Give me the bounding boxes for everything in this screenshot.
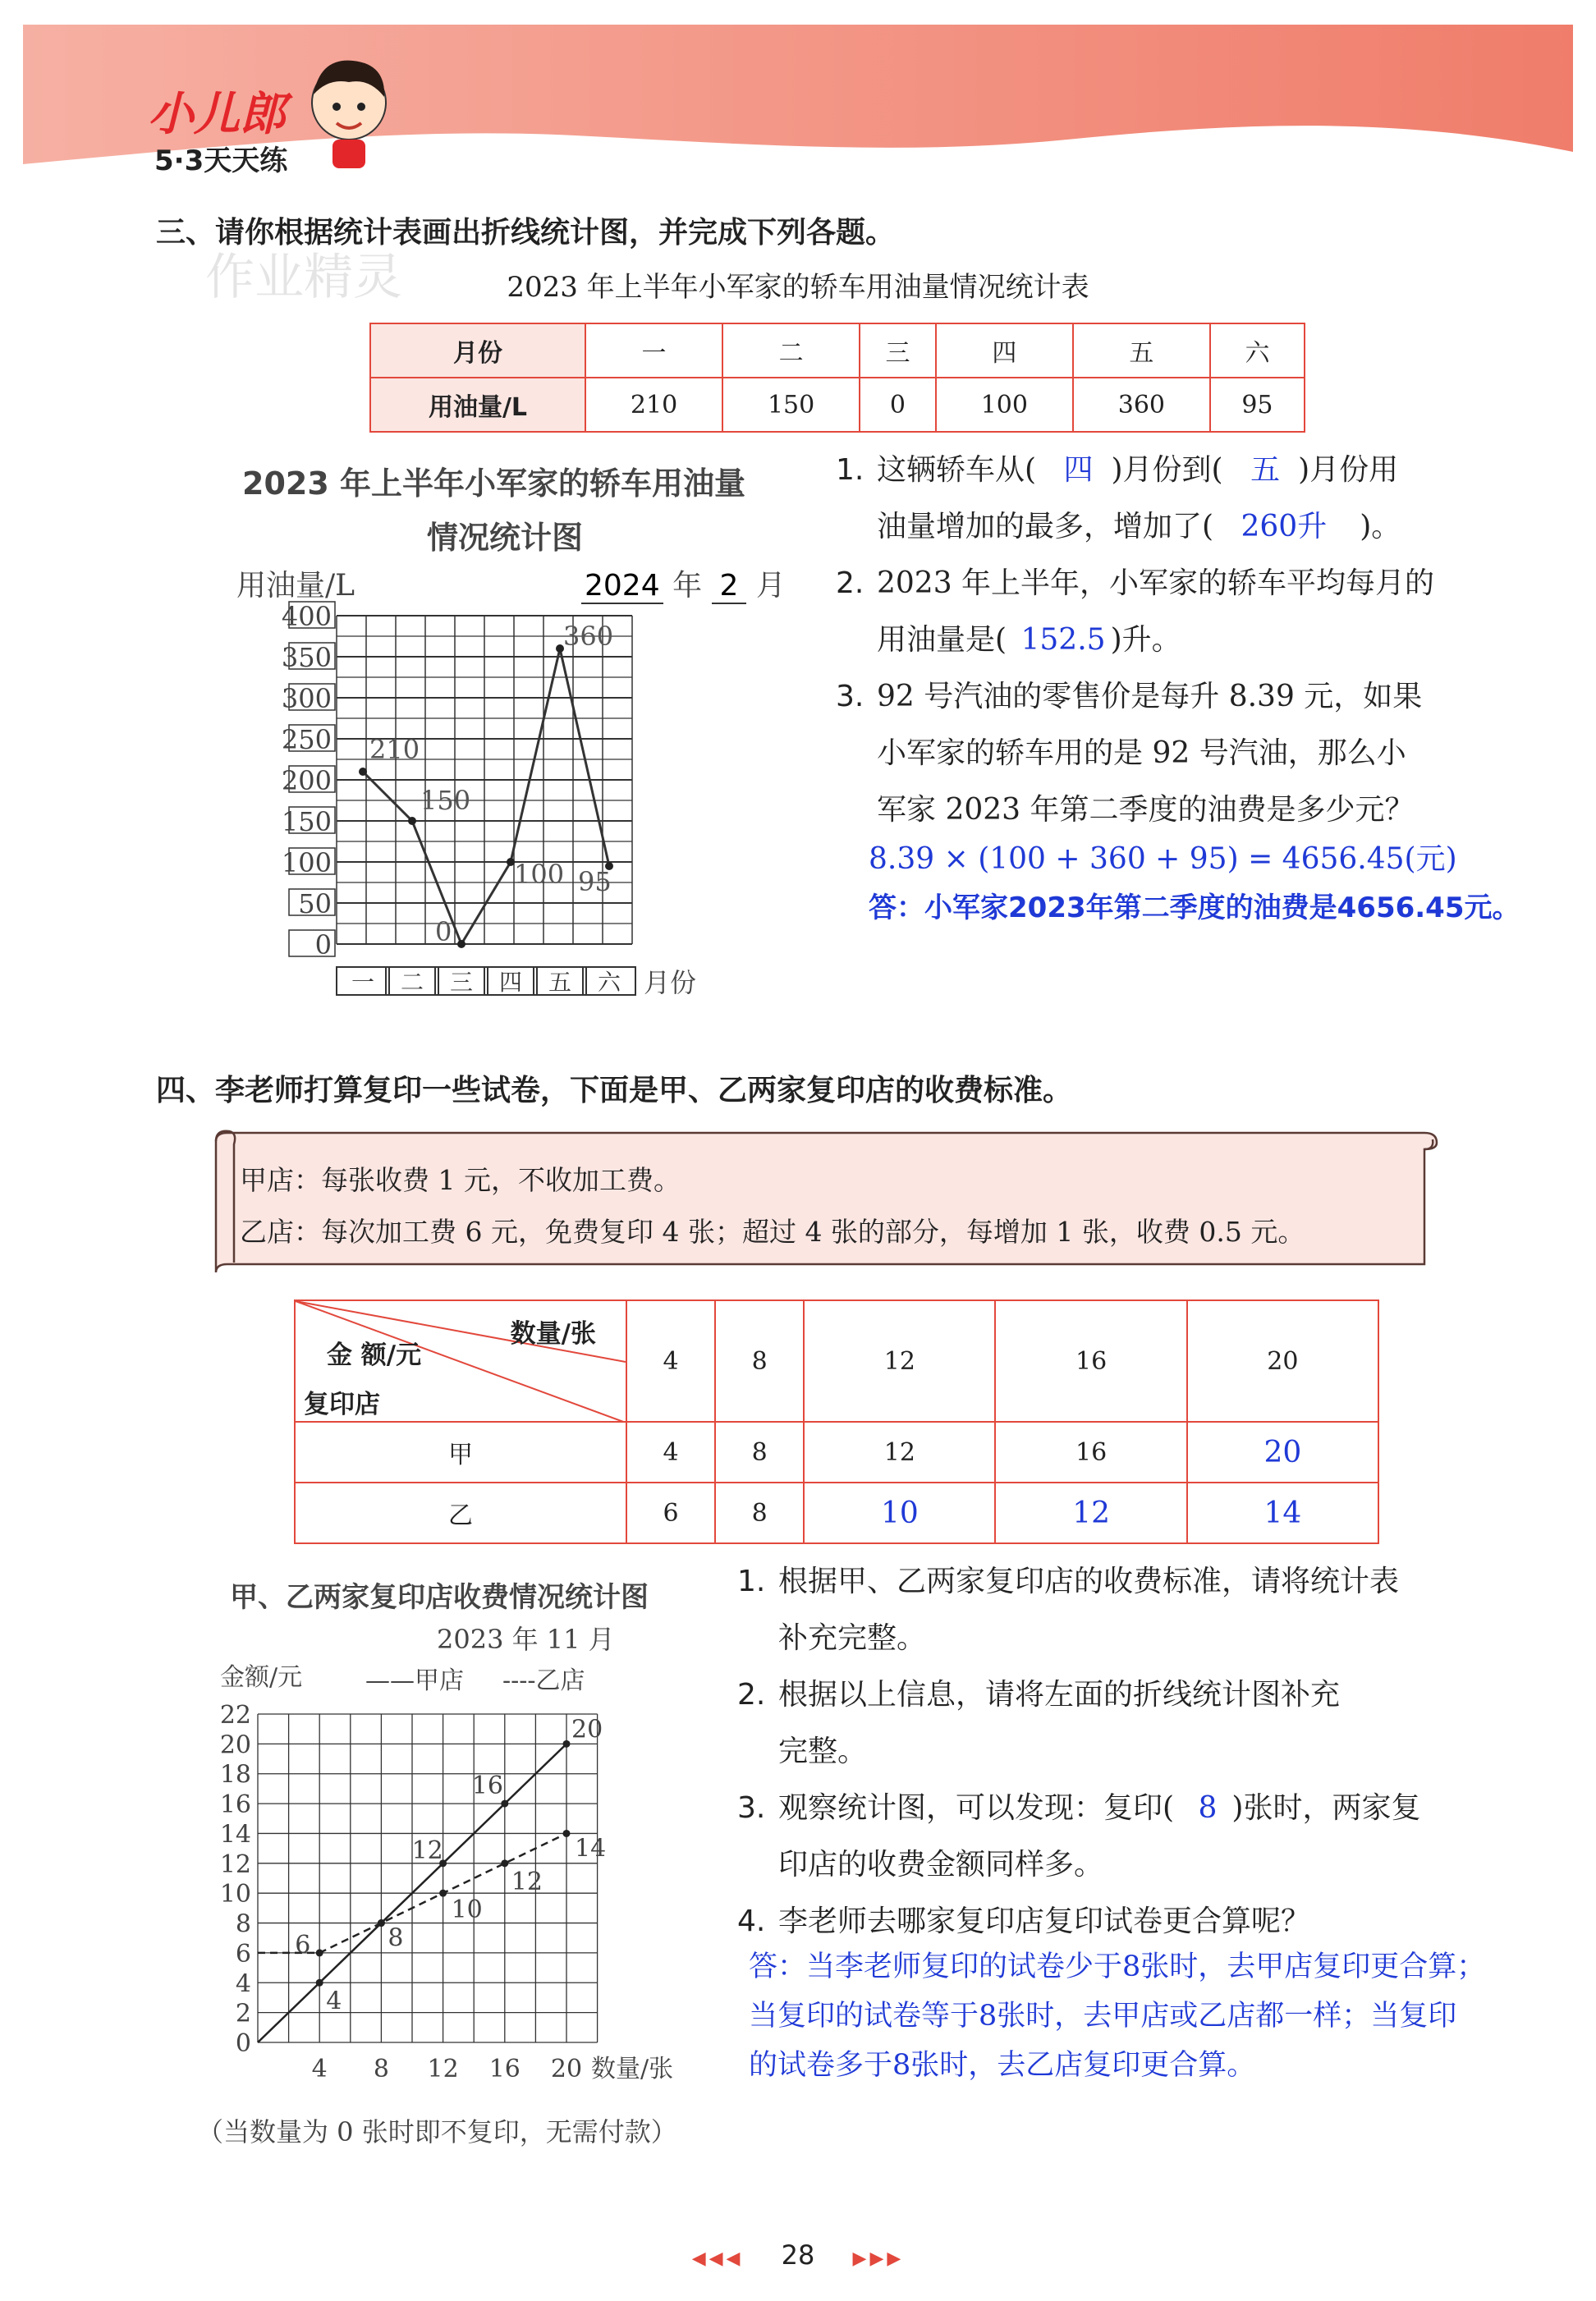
y-tick-label: 14 [219, 1820, 251, 1850]
month-cell: 二 [722, 323, 860, 378]
y-tick-label: 10 [219, 1880, 251, 1909]
chart2-ylabel: 金额/元 [220, 1663, 303, 1692]
x-tick-label: 三 [449, 969, 474, 996]
x-tick-label: 12 [427, 2055, 459, 2083]
table1-title: 2023 年上半年小军家的轿车用油量情况统计表 [507, 271, 1089, 304]
legend-shop-a: ——甲店 [365, 1666, 464, 1695]
section4-title: 四、李老师打算复印一些试卷，下面是甲、乙两家复印店的收费标准。 [156, 1074, 1073, 1107]
y-tick-label: 100 [281, 847, 332, 878]
chart2-title: 甲、乙两家复印店收费情况统计图 [230, 1581, 649, 1614]
legend-shop-b: ----乙店 [502, 1666, 585, 1695]
shop-b-point [501, 1859, 508, 1867]
x-tick-label: 4 [311, 2055, 328, 2083]
x-tick-label: 二 [400, 969, 424, 996]
price-cell: 12 [804, 1422, 995, 1483]
shop-b-point [378, 1919, 385, 1927]
chart1-title-line2: 情况统计图 [427, 520, 584, 556]
shop-b-label: 10 [451, 1895, 483, 1925]
shop-b-label: 12 [511, 1867, 543, 1896]
hdr-shop: 复印店 [304, 1390, 380, 1419]
q4-item-2: 2. 根据以上信息，请将左面的折线统计图补充 [737, 1678, 1341, 1712]
shop-a-point [563, 1740, 571, 1748]
y-tick-label: 0 [235, 2029, 251, 2058]
chart2-note: （当数量为 0 张时即不复印，无需付款） [197, 2116, 677, 2147]
shop-a-label: 甲 [295, 1422, 626, 1483]
x-axis-label: 数量/张 [591, 2055, 674, 2083]
data-label: 100 [514, 859, 565, 890]
chart1-month-unit: 月 [755, 569, 786, 603]
x-tick-label: 四 [498, 969, 523, 996]
hdr-quantity: 数量/张 [510, 1319, 596, 1349]
y-tick-label: 2 [235, 1999, 251, 2028]
price-cell: 6 [626, 1483, 715, 1543]
mascot-icon [304, 49, 394, 172]
answer-average: 152.5 [1020, 623, 1106, 657]
y-tick-label: 8 [235, 1909, 251, 1939]
data-label: 150 [420, 785, 471, 816]
x-tick-label: 六 [597, 969, 621, 996]
x-tick-label: 五 [548, 969, 572, 996]
fuel-cell: 210 [585, 378, 722, 432]
price-cell: 16 [995, 1422, 1186, 1483]
y-tick-label: 200 [281, 765, 332, 796]
month-cell: 六 [1210, 323, 1305, 378]
price-cell: 4 [626, 1422, 715, 1483]
y-tick-label: 150 [281, 806, 332, 837]
page-number: 28 [781, 2239, 815, 2271]
y-tick-label: 6 [235, 1939, 251, 1969]
month-cell: 三 [860, 323, 936, 378]
rules-scroll [209, 1125, 1441, 1281]
x-tick-label: 8 [373, 2055, 389, 2083]
qty-cell: 4 [626, 1300, 715, 1422]
y-tick-label: 350 [281, 642, 332, 673]
shop-a-label: 20 [571, 1715, 603, 1744]
data-label: 360 [563, 621, 614, 652]
answer-fuel-cost: 答：小军家2023年第二季度的油费是4656.45元。 [869, 892, 1520, 924]
chart1-ylabel: 用油量/L [236, 569, 355, 603]
shop-b-label: 14 [575, 1834, 607, 1863]
x-tick-label: 一 [351, 969, 375, 996]
shop-a-label: 12 [411, 1836, 443, 1865]
hdr-amount: 金 额/元 [327, 1341, 422, 1370]
shop-b-point [563, 1830, 571, 1837]
q3-item-1: 1. 这辆轿车从( 四 )月份到( 五 )月份用 [836, 453, 1399, 487]
rule-shop-a: 甲店：每张收费 1 元，不收加工费。 [240, 1164, 681, 1196]
month-header: 月份 [370, 323, 585, 378]
y-tick-label: 20 [219, 1730, 251, 1760]
chart1-title-line1: 2023 年上半年小军家的轿车用油量 [242, 465, 745, 502]
fuel-cell: 0 [860, 378, 936, 432]
page-footer [0, 2239, 1596, 2271]
fuel-cell: 360 [1073, 378, 1210, 432]
qty-cell: 8 [715, 1300, 804, 1422]
shop-a-label: 4 [326, 1987, 342, 2016]
y-tick-label: 22 [219, 1701, 251, 1730]
rule-shop-b: 乙店：每次加工费 6 元，免费复印 4 张；超过 4 张的部分，每增加 1 张，收费 0.5 元。 [240, 1216, 1305, 1248]
series-label: 5·3天天练 [154, 144, 288, 177]
data-label: 210 [369, 734, 420, 765]
price-answer-cell: 12 [995, 1483, 1186, 1543]
next-arrows-icon: ▶▶▶ [852, 2248, 905, 2269]
y-tick-label: 4 [235, 1969, 251, 1999]
answer-calculation: 8.39 × (100 + 360 + 95) = 4656.45(元) [869, 842, 1457, 876]
y-tick-label: 400 [281, 601, 332, 632]
q4-item-1: 1. 根据甲、乙两家复印店的收费标准，请将统计表 [737, 1565, 1400, 1598]
q3-list: 1. 这辆轿车从( 四 )月份到( 五 )月份用 油量增加的最多，增加了( 260升 )。 2. 2023 年上半年，小军家的轿车平均每月的 用油量是( 152.5 )升。 3. 92 号汽油的零售价是每升 8.39 元，如果 小军家的轿车用的是 92 号汽油，那么小 军家 2023 年第二季度的油费是多少元？ [836, 442, 1575, 838]
price-answer-cell: 10 [804, 1483, 995, 1543]
q4-list: 1. 根据甲、乙两家复印店的收费标准，请将统计表 补充完整。 2. 根据以上信息，请将左面的折线统计图补充 完整。 3. 观察统计图，可以发现：复印( 8 )张时，两家复 印店的收费金额同样多。 4. 李老师去哪家复印店复印试卷更合算呢？ [737, 1553, 1575, 1950]
prev-arrows-icon: ◀◀◀ [691, 2248, 744, 2269]
answer-from-month: 四 [1063, 453, 1094, 487]
data-label: 0 [435, 916, 452, 947]
shop-a-point [501, 1800, 508, 1808]
shop-b-point [439, 1890, 447, 1897]
y-tick-label: 0 [314, 929, 332, 960]
y-tick-label: 300 [281, 683, 332, 714]
price-answer-cell: 20 [1187, 1422, 1378, 1483]
shop-a-label: 16 [471, 1772, 503, 1801]
brand-logo: 小儿郎 [148, 88, 286, 141]
watermark: 作业精灵 [205, 249, 402, 306]
chart1-date [581, 562, 786, 604]
y-tick-label: 250 [281, 724, 332, 755]
data-point [408, 817, 416, 825]
fuel-header: 用油量/L [370, 378, 585, 432]
y-tick-label: 16 [219, 1790, 251, 1820]
qty-cell: 16 [995, 1300, 1186, 1422]
shop-b-point [316, 1949, 323, 1956]
fuel-cell: 95 [1210, 378, 1305, 432]
chart1-year-unit: 年 [672, 569, 703, 603]
shop-a-label: 8 [388, 1923, 404, 1953]
month-cell: 五 [1073, 323, 1210, 378]
month-cell: 四 [936, 323, 1073, 378]
month-cell: 一 [585, 323, 722, 378]
x-tick-label: 16 [488, 2055, 521, 2083]
q4-item-3: 3. 观察统计图，可以发现：复印( 8 )张时，两家复 [737, 1791, 1421, 1825]
x-axis-label: 月份 [644, 967, 697, 998]
price-answer-cell: 14 [1187, 1483, 1378, 1543]
fuel-line-chart [222, 599, 829, 1034]
fuel-cell: 100 [936, 378, 1073, 432]
fuel-series-line [363, 649, 609, 944]
diagonal-header-cell [295, 1300, 626, 1422]
data-label: 95 [578, 866, 612, 897]
x-tick-label: 20 [550, 2055, 583, 2083]
chart2-date: 2023 年 11 月 [437, 1624, 615, 1655]
answer-equal-quantity: 8 [1198, 1791, 1218, 1825]
y-tick-label: 12 [219, 1850, 251, 1879]
shop-b-label: 6 [295, 1930, 311, 1960]
fuel-table [369, 323, 1305, 433]
fuel-cell: 150 [722, 378, 860, 432]
q3-item-3: 3. 92 号汽油的零售价是每升 8.39 元，如果 [836, 680, 1423, 713]
data-point [359, 768, 367, 776]
y-tick-label: 18 [219, 1760, 251, 1790]
qty-cell: 20 [1187, 1300, 1378, 1422]
answer-which-shop: 答：当李老师复印的试卷少于8张时，去甲店复印更合算； 当复印的试卷等于8张时，去甲店或乙店都一样；当复印 的试卷多于8张时，去乙店复印更合算。 [749, 1950, 1486, 2082]
price-cell: 8 [715, 1422, 804, 1483]
q3-item-2: 2. 2023 年上半年，小军家的轿车平均每月的 [836, 566, 1435, 600]
y-tick-label: 50 [298, 888, 332, 919]
copy-price-table [294, 1299, 1379, 1544]
answer-increase: 260升 [1241, 510, 1328, 543]
qty-cell: 12 [804, 1300, 995, 1422]
q4-item-4: 4. 李老师去哪家复印店复印试卷更合算呢？ [737, 1905, 1311, 1938]
price-cell: 8 [715, 1483, 804, 1543]
answer-to-month: 五 [1250, 453, 1281, 487]
shop-a-point [316, 1979, 323, 1987]
copy-price-line-chart [212, 1691, 714, 2102]
shop-b-label: 乙 [295, 1483, 626, 1543]
chart1-month: 2 [712, 569, 747, 604]
data-point [457, 940, 466, 948]
section3-title: 三、请你根据统计表画出折线统计图，并完成下列各题。 [156, 216, 896, 250]
chart1-year: 2024 [581, 569, 663, 604]
